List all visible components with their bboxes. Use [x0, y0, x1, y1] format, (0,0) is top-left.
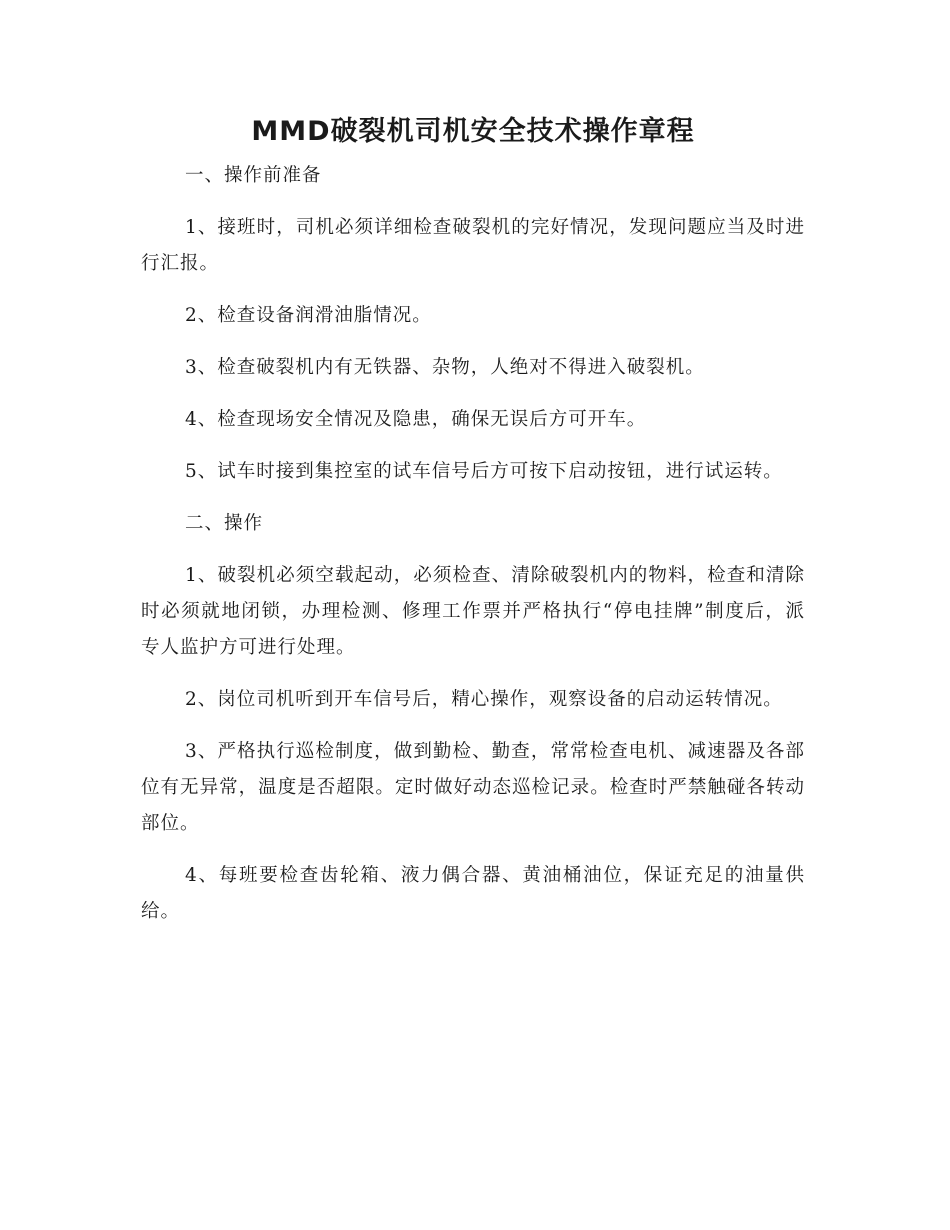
- paragraph: 4、每班要检查齿轮箱、液力偶合器、黄油桶油位，保证充足的油量供给。: [141, 865, 805, 922]
- paragraph: 5、试车时接到集控室的试车信号后方可按下启动按钮，进行试运转。: [185, 461, 783, 482]
- paragraph: 2、岗位司机听到开车信号后，精心操作，观察设备的启动运转情况。: [185, 689, 783, 710]
- document-title: MMD破裂机司机安全技术操作章程: [251, 116, 695, 147]
- paragraph: 1、破裂机必须空载起动，必须检查、清除破裂机内的物料，检查和清除时必须就地闭锁，办理检测、修理工作票并严格执行“停电挂牌”制度后，派专人监护方可进行处理。: [141, 565, 805, 658]
- document-page: [141, 108, 805, 946]
- section-operation: [141, 506, 805, 930]
- section-preparation: [141, 158, 805, 490]
- paragraph: 3、检查破裂机内有无铁器、杂物，人绝对不得进入破裂机。: [185, 357, 705, 378]
- paragraph: 3、严格执行巡检制度，做到勤检、勤查，常常检查电机、减速器及各部位有无异常，温度是否超限。定时做好动态巡检记录。检查时严禁触碰各转动部位。: [141, 741, 805, 834]
- section-heading: 一、操作前准备: [185, 165, 322, 186]
- paragraph: 4、检查现场安全情况及隐患，确保无误后方可开车。: [185, 409, 647, 430]
- paragraph: 1、接班时，司机必须详细检查破裂机的完好情况，发现问题应当及时进行汇报。: [141, 217, 805, 274]
- section-heading: 二、操作: [185, 513, 264, 534]
- paragraph: 2、检查设备润滑油脂情况。: [185, 305, 432, 326]
